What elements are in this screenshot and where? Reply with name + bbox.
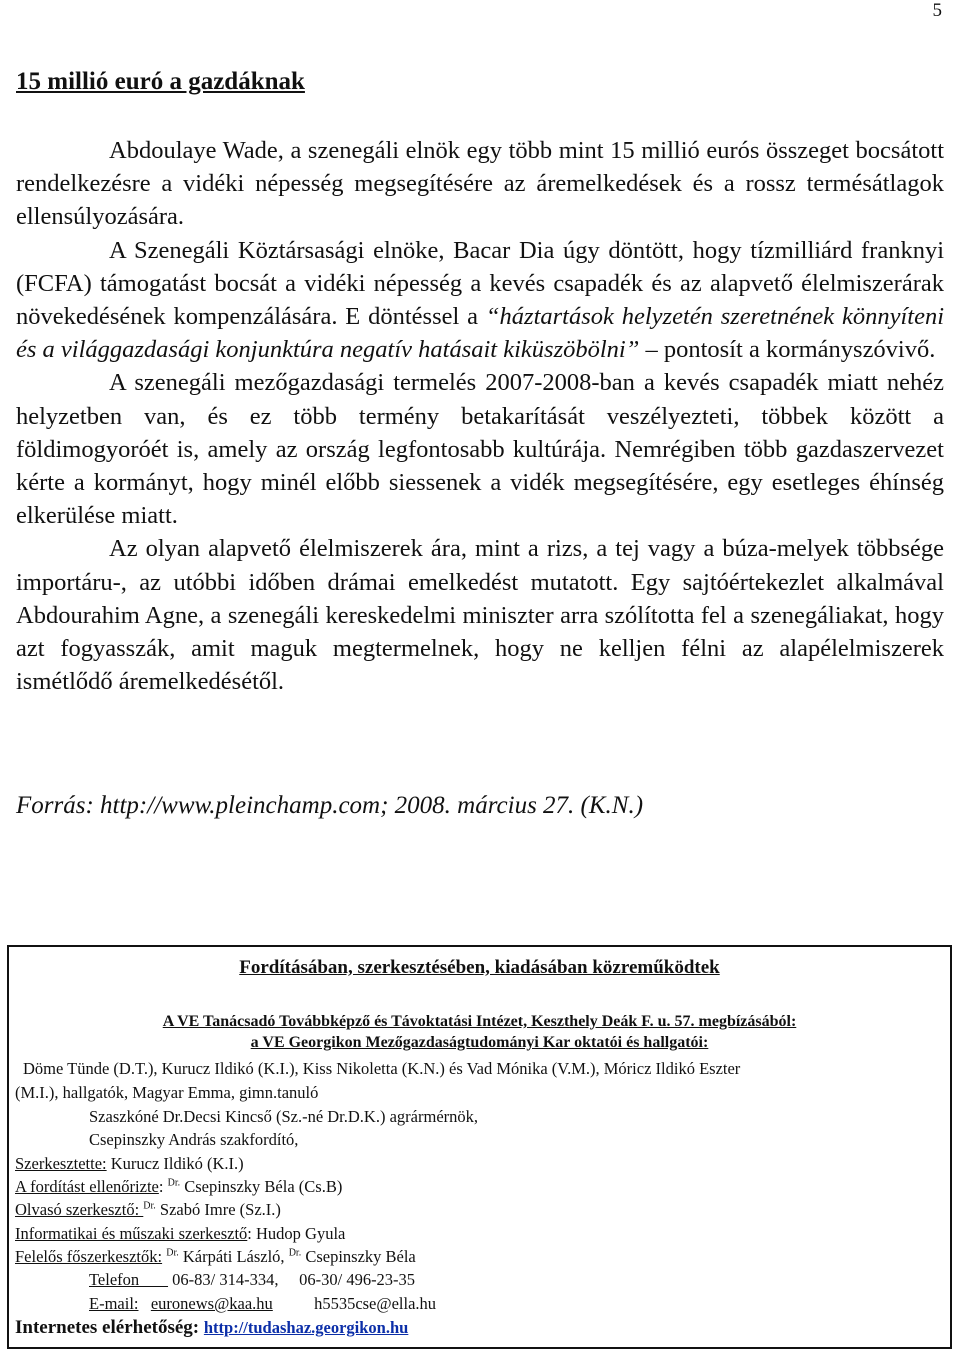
quote-text: “háztartások helyzetén szeretnének könnyíteni és a világgazdasági konjunktúra negatív hatásait kiküszöbölni”	[16, 303, 945, 364]
institution-line-1: A VE Tanácsadó Továbbképző és Távoktatási Intézet, Keszthely Deák F. u. 57. megbízásából:	[162, 1013, 797, 1030]
article-body	[16, 134, 944, 698]
dr-title: Dr.	[143, 1200, 156, 1212]
email-label: E-mail:	[89, 1294, 139, 1313]
checked-label: A fordítást ellenőrizte	[15, 1177, 159, 1196]
website-link[interactable]: http://tudashaz.georgikon.hu	[203, 1318, 409, 1337]
it-editor-line	[15, 1224, 345, 1244]
checked-value: Csepinszky Béla (Cs.B)	[180, 1177, 343, 1196]
it-editor-label: Informatikai és műszaki szerkesztő	[15, 1224, 248, 1243]
institution-line-2: a VE Georgikon Mezőgazdaságtudományi Kar oktatói és hallgatói:	[250, 1034, 709, 1051]
paragraph-3: A szenegáli mezőgazdasági termelés 2007-2008-ban a kevés csapadék miatt nehéz helyzetben van, és ez több termény betakarítását veszélyezteti, többek között a földimogyoróét is, amely az ország legfontosabb kultúrája. Nemrégiben több gazdaszervezet kérte a kormányt, hogy minél előbb siessenek a vidék megsegítésére, egy esetleges éhínség elkerülése miatt.	[16, 369, 944, 530]
article-title: 15 millió euró a gazdáknak	[16, 68, 305, 95]
paragraph-1: Abdoulaye Wade, a szenegáli elnök egy több mint 15 millió eurós összeget bocsátott rendelkezésre a vidéki népesség megsegítésére az áremelkedések és a rossz termésátlagok ellensúlyozására.	[16, 137, 944, 231]
editor-label: Szerkesztette:	[15, 1154, 107, 1173]
reader-label: Olvasó szerkesztő:	[15, 1200, 144, 1219]
chief-editors-label: Felelős főszerkesztők:	[15, 1247, 163, 1266]
contributors-line-2: (M.I.), hallgatók, Magyar Emma, gimn.tanuló	[15, 1083, 319, 1102]
reader-value: Szabó Imre (Sz.I.)	[155, 1200, 281, 1219]
it-editor-value: : Hudop Gyula	[247, 1224, 346, 1243]
dr-title: Dr.	[166, 1247, 179, 1259]
paragraph-4: Az olyan alapvető élelmiszerek ára, mint a rizs, a tej vagy a búza-melyek többsége importáru-, az utóbbi időben drámai emelkedést mutatott. Egy sajtóértekezlet alkalmával Abdourahim Agne, a szenegáli kereskedelmi miniszter arra szólította fel a szenegáliakat, hogy azt fogyasszák, amit maguk megtermelnek, hogy ne kelljen félni az alapélelmiszerek ismétlődő áremelkedésétől.	[16, 535, 944, 696]
paragraph-2-end: – pontosít a kormányszóvivő.	[639, 336, 936, 364]
phone-label: Telefon	[89, 1270, 169, 1289]
page-number: 5	[932, 0, 942, 21]
phone-number-1: 06-83/ 314-334,	[168, 1270, 279, 1289]
editor-value: Kurucz Ildikó (K.I.)	[106, 1154, 244, 1173]
email-line	[89, 1294, 436, 1314]
chief-editors-line	[15, 1247, 416, 1267]
dr-title: Dr.	[288, 1247, 302, 1259]
paragraph-2-text: A Szenegáli Köztársasági elnöke, Bacar Dia úgy döntött, hogy tízmilliárd franknyi (FCFA) támogatást bocsát a vidéki népesség a kevés csapadék és az alapvető élelmiszerárak növekedésének kompenzálására. E döntéssel a	[16, 236, 944, 331]
checked-colon: :	[158, 1177, 168, 1196]
contributors-line-3: Szaszkóné Dr.Decsi Kincső (Sz.-né Dr.D.K.) agrármérnök,	[89, 1107, 479, 1126]
email-link-1[interactable]: euronews@kaa.hu	[150, 1294, 273, 1313]
chief-editor-1: Kárpáti László,	[178, 1247, 289, 1266]
phone-number-2: 06-30/ 496-23-35	[299, 1270, 416, 1289]
dr-title: Dr.	[167, 1177, 181, 1189]
paragraph-2	[16, 234, 944, 367]
internet-label: Internetes elérhetőség:	[15, 1317, 204, 1338]
source-citation: Forrás: http://www.pleinchamp.com; 2008. március 27. (K.N.)	[16, 792, 644, 819]
credits-heading: Fordításában, szerkesztésében, kiadásában közreműködtek	[239, 957, 720, 978]
email-address-2: h5535cse@ella.hu	[314, 1294, 437, 1313]
editor-line	[15, 1154, 244, 1174]
credits-box	[7, 945, 952, 1349]
chief-editor-2: Csepinszky Béla	[301, 1247, 416, 1266]
internet-line	[15, 1317, 408, 1339]
contributors-line-1: Döme Tünde (D.T.), Kurucz Ildikó (K.I.), Kiss Nikoletta (K.N.) és Vad Mónika (V.M.), Móricz Ildikó Eszter	[23, 1059, 741, 1078]
checked-line	[15, 1177, 342, 1197]
phone-line	[89, 1270, 415, 1290]
reader-line	[15, 1200, 281, 1220]
contributors-line-4: Csepinszky András szakfordító,	[89, 1130, 299, 1149]
